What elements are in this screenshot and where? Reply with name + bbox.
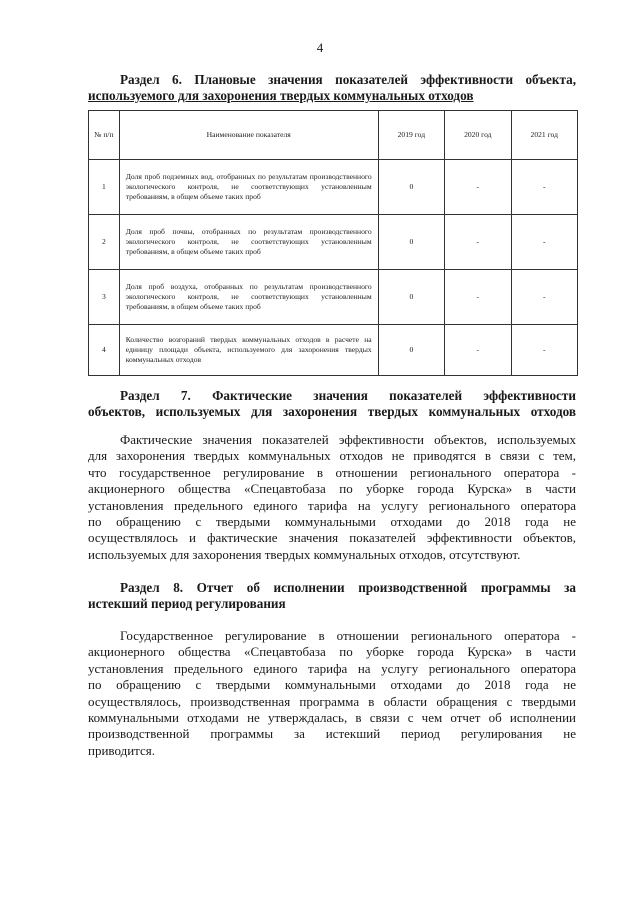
table-row — [89, 160, 578, 215]
paragraph-line: по обращению с твердыми коммунальными отходами до 2018 года не — [88, 514, 576, 530]
table-row — [89, 270, 578, 325]
paragraph-line: используемых для захоронения твердых коммунальных отходов, отсутствуют. — [88, 546, 521, 562]
row-value-2021: - — [511, 160, 577, 215]
indicators-table — [88, 110, 578, 376]
row-value-2021: - — [511, 215, 577, 270]
section-6-heading-line1: Раздел 6. Плановые значения показателей эффективности объекта, — [120, 72, 576, 87]
row-value-2019: 0 — [378, 270, 444, 325]
row-num: 4 — [89, 325, 120, 376]
paragraph-line: приводится. — [88, 742, 155, 758]
row-value-2020: - — [445, 215, 511, 270]
header-2019: 2019 год — [378, 111, 444, 160]
header-num: № п/п — [89, 111, 120, 160]
paragraph-line: акционерного общества «Спецавтобаза по уборке города Курска» в части — [88, 644, 576, 660]
section-8-heading-line1: Раздел 8. Отчет об исполнении производственной программы за — [120, 580, 576, 595]
section-6-heading-line2: используемого для захоронения твердых коммунальных отходов — [88, 88, 474, 103]
section-8-paragraph — [88, 628, 576, 759]
section-8-heading — [88, 580, 576, 612]
row-name: Доля проб воздуха, отобранных по результатам производственного экологического контроля, не соответствующих установленным требованиям, в общем объеме таких проб — [119, 270, 378, 325]
row-value-2020: - — [445, 270, 511, 325]
table-header-row — [89, 111, 578, 160]
section-7-heading-line1: Раздел 7. Фактические значения показателей эффективности — [120, 388, 576, 403]
section-8-heading-line2: истекший период регулирования — [88, 596, 286, 611]
row-value-2019: 0 — [378, 160, 444, 215]
row-value-2020: - — [445, 325, 511, 376]
paragraph-line: установления предельного единого тарифа на услугу регионального оператора — [88, 497, 576, 513]
row-value-2020: - — [445, 160, 511, 215]
paragraph-line: осуществлялось, производственная программа в области обращения с твердыми — [88, 693, 576, 709]
table-row — [89, 325, 578, 376]
row-value-2021: - — [511, 270, 577, 325]
row-name: Доля проб подземных вод, отобранных по результатам производственного экологического контроля, не соответствующих установленным требованиям, в общем объеме таких проб — [119, 160, 378, 215]
row-name: Доля проб почвы, отобранных по результатам производственного экологического контроля, не соответствующих установленным требованиям, в общем объеме таких проб — [119, 215, 378, 270]
paragraph-line: производственной программы за истекший период регулирования не — [88, 726, 576, 742]
paragraph-line: коммунальными отходами не утверждалась, в связи с чем отчет об исполнении — [88, 710, 576, 726]
paragraph-line: что государственное регулирование в отношении регионального оператора - — [88, 464, 576, 480]
section-7-paragraph — [88, 432, 576, 563]
header-2021: 2021 год — [511, 111, 577, 160]
row-num: 2 — [89, 215, 120, 270]
paragraph-line: осуществлялось и фактические значения показателей эффективности объектов, — [88, 530, 576, 546]
page-number: 4 — [316, 40, 324, 55]
section-6-heading — [88, 72, 576, 104]
paragraph-line: акционерного общества «Спецавтобаза по уборке города Курска» в части — [88, 481, 576, 497]
header-name: Наименование показателя — [119, 111, 378, 160]
section-7-heading-line2: объектов, используемых для захоронения твердых коммунальных отходов — [88, 404, 576, 419]
row-name: Количество возгораний твердых коммунальных отходов в расчете на единицу площади объекта, используемого для захоронения твердых коммунальных отходов — [119, 325, 378, 376]
paragraph-line: Фактические значения показателей эффективности объектов, используемых — [120, 432, 576, 447]
paragraph-line: Государственное регулирование в отношении регионального оператора - — [120, 628, 576, 643]
row-num: 3 — [89, 270, 120, 325]
table-row — [89, 215, 578, 270]
paragraph-line: по обращению с твердыми коммунальными отходами до 2018 года не — [88, 677, 576, 693]
paragraph-line: для захоронения твердых коммунальных отходов не приводятся в связи с тем, — [88, 448, 576, 464]
row-value-2019: 0 — [378, 215, 444, 270]
paragraph-line: установления предельного единого тарифа на услугу регионального оператора — [88, 660, 576, 676]
row-num: 1 — [89, 160, 120, 215]
row-value-2019: 0 — [378, 325, 444, 376]
section-7-heading — [88, 388, 576, 420]
row-value-2021: - — [511, 325, 577, 376]
header-2020: 2020 год — [445, 111, 511, 160]
